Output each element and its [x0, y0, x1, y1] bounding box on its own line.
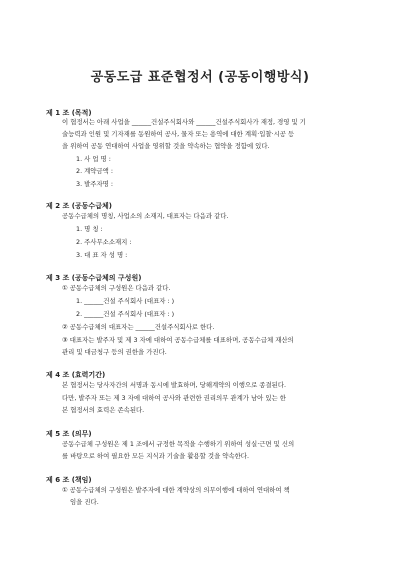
article-6-heading: 제 6 조 (책임)	[46, 476, 92, 484]
document-title: 공동도급 표준협정서 (공동이행방식)	[90, 70, 310, 85]
article-3-line-3: ③ 대표자는 발주자 및 제 3 자에 대하여 공동수급체를 대표하며, 공동수급체 재산의	[62, 336, 294, 344]
article-2-heading: 제 2 조 (공동수급체)	[46, 202, 112, 210]
article-2-item-3: 3. 대 표 자 성 명 :	[76, 251, 128, 259]
article-5-line-2: 를 바탕으로 하여 필요한 모든 지식과 기술을 활용할 것을 약속한다.	[62, 452, 249, 460]
article-4-heading: 제 4 조 (효력기간)	[46, 371, 106, 379]
article-1-item-3: 3. 발주자명 :	[76, 180, 114, 188]
article-4-line-3: 본 협정서의 효력은 존속된다.	[62, 406, 145, 414]
article-2-line-1: 공동수급체의 명칭, 사업소의 소재지, 대표자는 다음과 같다.	[62, 212, 229, 220]
article-1-heading: 제 1 조 (목적)	[46, 109, 92, 117]
article-1-item-2: 2. 계약금액 :	[76, 167, 114, 175]
article-3-line-1: ① 공동수급체의 구성원은 다음과 같다.	[62, 284, 171, 292]
article-3-heading: 제 3 조 (공동수급체의 구성원)	[46, 274, 142, 282]
article-4-line-1: 본 협정서는 당사자간의 서명과 동시에 발효하며, 당해계약의 이행으로 종결된다.	[62, 381, 287, 389]
article-1-line-3: 을 위하여 공동 연대하여 사업을 영위할 것을 약속하는 협약을 정함에 있다.	[62, 142, 270, 150]
article-6-line-1: ① 공동수급체의 구성원은 발주자에 대한 계약상의 의무이행에 대하여 연대하여 책	[62, 486, 290, 494]
article-2-item-2: 2. 주사무소소재지 :	[76, 238, 132, 246]
article-6-line-2: 임을 진다.	[70, 498, 99, 506]
article-3-item-2: 2. ______건설 주식회사 (대표자 : )	[76, 310, 175, 318]
article-4-line-2: 다만, 발주자 또는 제 3 자에 대하여 공사와 관련한 권리의무 관계가 남아 있는 한	[62, 394, 286, 402]
article-5-line-1: 공동수급체 구성원은 제 1 조에서 규정한 목적을 수행하기 위하여 성실·근면 및 신의	[62, 440, 295, 448]
article-3-line-4: 관리 및 대금청구 등의 권한을 가진다.	[62, 348, 167, 356]
article-1-item-1: 1. 사 업 명 :	[76, 155, 111, 163]
article-1-line-2: 술능력과 인원 및 기자재를 동원하여 공사, 물자 또는 용역에 대한 계획·입찰·시공 등	[62, 130, 295, 138]
article-1-line-1: 이 협정서는 아래 사업을 ______건설주식회사와 ______건설주식회사가 재정, 경영 및 기	[62, 118, 306, 126]
article-5-heading: 제 5 조 (의무)	[46, 430, 92, 438]
article-3-item-1: 1. ______건설 주식회사 (대표자 : )	[76, 297, 175, 305]
article-2-item-1: 1. 명 칭 :	[76, 225, 103, 233]
article-3-line-2: ② 공동수급체의 대표자는 ______건설주식회사로 한다.	[62, 323, 215, 331]
